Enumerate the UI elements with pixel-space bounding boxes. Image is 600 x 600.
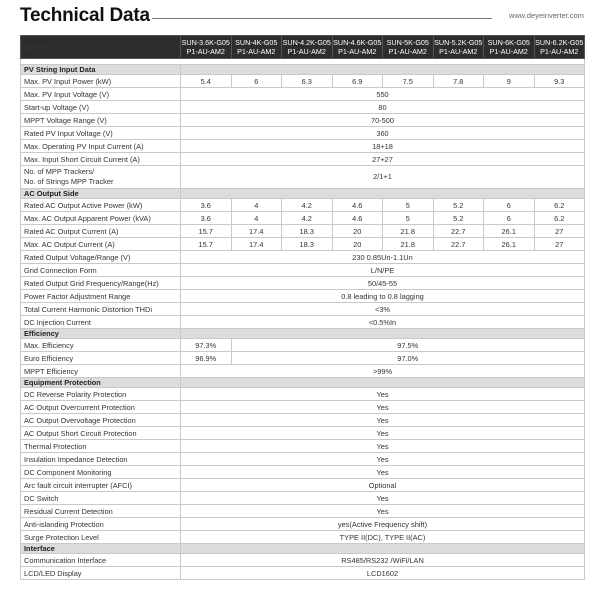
page-title: Technical Data <box>20 5 150 26</box>
model-name: SUN-5.2K-G05 P1-AU-AM2 <box>433 36 484 59</box>
table-row: Max. AC Output Apparent Power (kVA) 3.6 4 4.2 4.6 5 5.2 6 6.2 <box>21 212 585 225</box>
model-name: SUN-5K-G05 P1-AU-AM2 <box>383 36 434 59</box>
table-row: Max. Input Short Circuit Current (A) 27+27 <box>21 153 585 166</box>
table-row: Max. PV Input Voltage (V) 550 <box>21 88 585 101</box>
model-header-row <box>21 36 585 59</box>
table-row: Communication Interface RS485/RS232 /WiFi/LAN <box>21 554 585 567</box>
model-label: Model <box>21 36 181 59</box>
model-name: SUN-4.2K-G05 P1-AU-AM2 <box>282 36 333 59</box>
model-name: SUN-6.2K-G05 P1-AU-AM2 <box>534 36 585 59</box>
table-row: Power Factor Adjustment Range 0.8 leading to 0.8 lagging <box>21 290 585 303</box>
table-row: No. of MPP Trackers/ No. of Strings MPP Tracker 2/1+1 <box>21 166 585 189</box>
table-row: Max. PV Input Power (kW) 5.4 6 6.3 6.9 7.5 7.8 9 9.3 <box>21 75 585 88</box>
table-row: DC Injection Current <0.5%In <box>21 316 585 329</box>
table-row: Max. Efficiency 97.3% 97.5% <box>21 339 585 352</box>
page-header <box>20 0 584 30</box>
website-url: www.deyeinverter.com <box>508 11 584 20</box>
table-row: Max. AC Output Current (A) 15.7 17.4 18.3 20 21.8 22.7 26.1 27 <box>21 238 585 251</box>
table-row: Rated AC Output Current (A) 15.7 17.4 18.3 20 21.8 22.7 26.1 27 <box>21 225 585 238</box>
table-row: Residual Current Detection Yes <box>21 505 585 518</box>
header-rule <box>152 18 492 19</box>
model-name: SUN-4.6K-G05 P1-AU-AM2 <box>332 36 383 59</box>
model-name: SUN-3.6K-G05 P1-AU-AM2 <box>181 36 232 59</box>
table-row: Rated Output Grid Frequency/Range(Hz) 50/45-55 <box>21 277 585 290</box>
section-header-pv: PV String Input Data <box>21 65 585 75</box>
table-row: Grid Connection Form L/N/PE <box>21 264 585 277</box>
table-row: Start-up Voltage (V) 80 <box>21 101 585 114</box>
table-row: Total Current Harmonic Distortion THDi <3% <box>21 303 585 316</box>
table-row: Rated PV Input Voltage (V) 360 <box>21 127 585 140</box>
table-row: Surge Protection Level TYPE II(DC), TYPE II(AC) <box>21 531 585 544</box>
table-row: LCD/LED Display LCD1602 <box>21 567 585 580</box>
table-row: AC Output Short Circuit Protection Yes <box>21 427 585 440</box>
table-row: Anti-islanding Protection yes(Active Frequency shift) <box>21 518 585 531</box>
table-row: AC Output Overcurrent Protection Yes <box>21 401 585 414</box>
model-name: SUN-6K-G05 P1-AU-AM2 <box>484 36 535 59</box>
table-row: Max. Operating PV Input Current (A) 18+18 <box>21 140 585 153</box>
table-row: Arc fault circuit interrupter (AFCI) Optional <box>21 479 585 492</box>
section-header-efficiency: Efficiency <box>21 329 585 339</box>
technical-data-table <box>20 35 585 580</box>
table-row: MPPT Efficiency >99% <box>21 365 585 378</box>
section-header-interface: Interface <box>21 544 585 554</box>
table-row: DC Component Monitoring Yes <box>21 466 585 479</box>
table-row: DC Reverse Polarity Protection Yes <box>21 388 585 401</box>
model-name: SUN-4K-G05 P1-AU-AM2 <box>231 36 282 59</box>
table-row: Thermal Protection Yes <box>21 440 585 453</box>
table-row: MPPT Voltage Range (V) 70-500 <box>21 114 585 127</box>
table-row: DC Switch Yes <box>21 492 585 505</box>
table-row: Rated AC Output Active Power (kW) 3.6 4 4.2 4.6 5 5.2 6 6.2 <box>21 199 585 212</box>
table-row: Insulation Impedance Detection Yes <box>21 453 585 466</box>
table-row: AC Output Overvoltage Protection Yes <box>21 414 585 427</box>
section-header-ac: AC Output Side <box>21 189 585 199</box>
table-row: Rated Output Voltage/Range (V) 230 0.85Un-1.1Un <box>21 251 585 264</box>
section-header-protection: Equipment Protection <box>21 378 585 388</box>
table-row: Euro Efficiency 96.9% 97.0% <box>21 352 585 365</box>
